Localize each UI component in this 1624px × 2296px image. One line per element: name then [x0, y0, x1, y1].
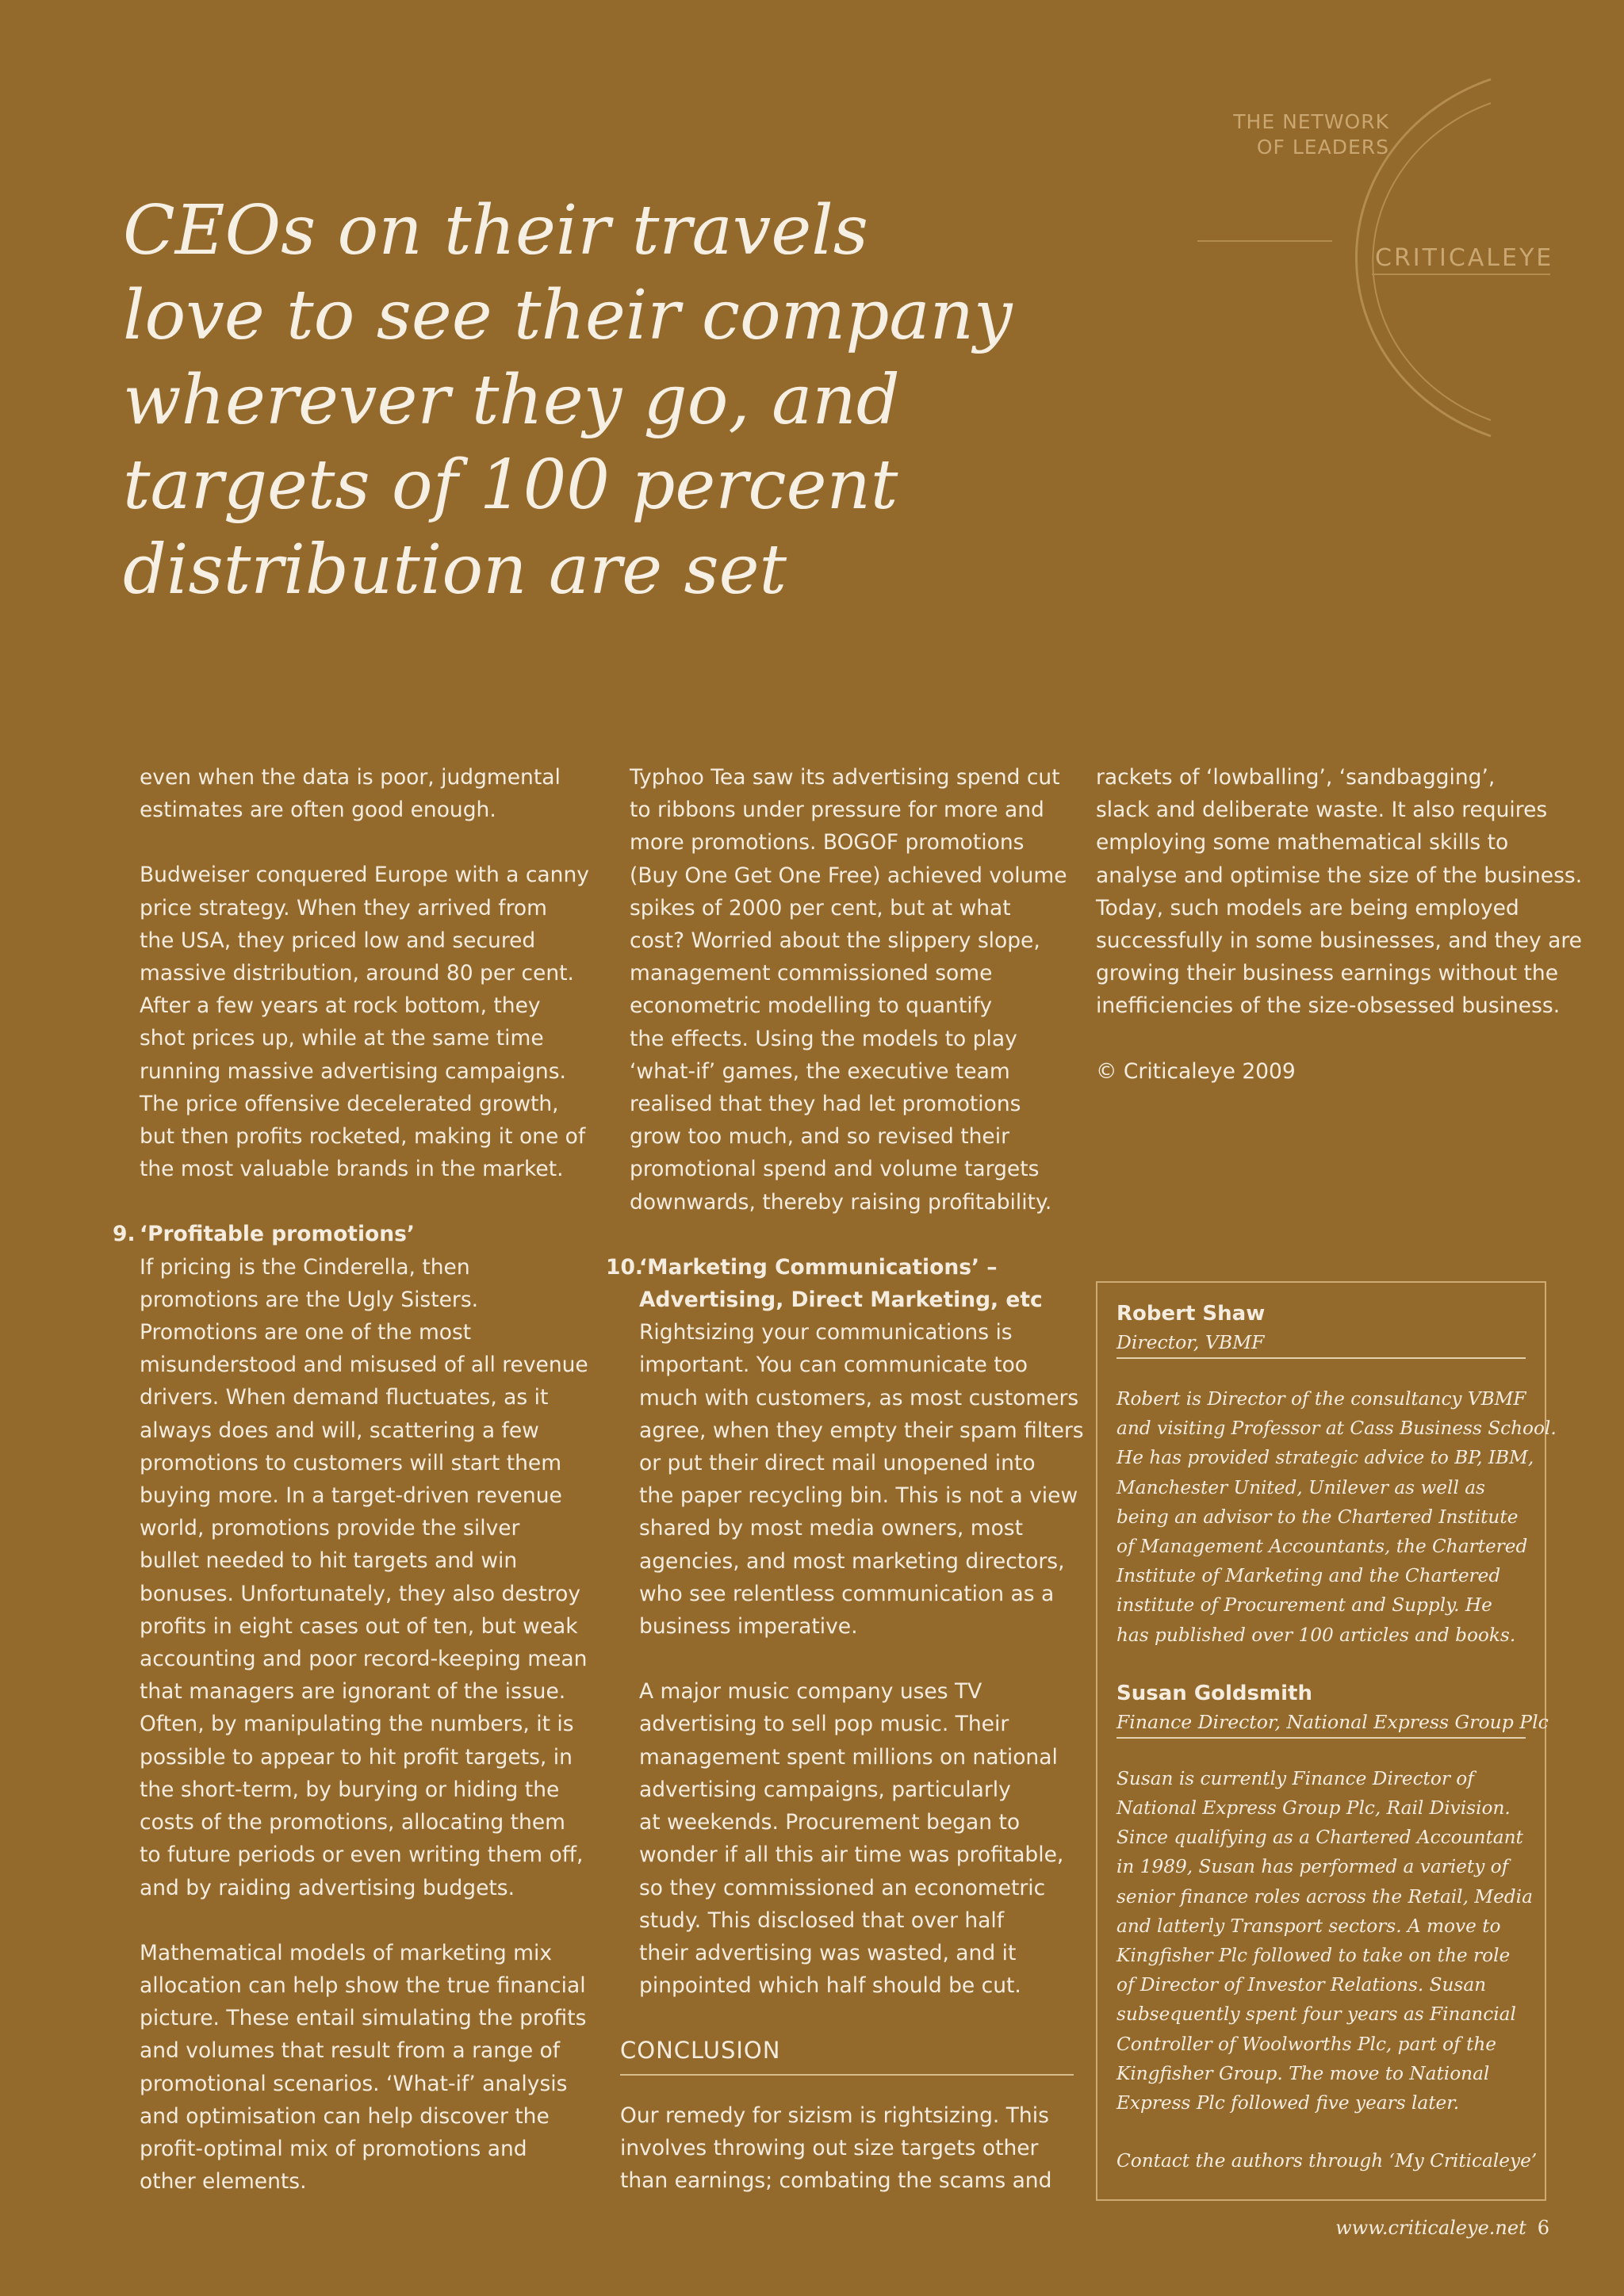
logo-tagline-line: OF LEADERS [1256, 136, 1389, 159]
text-line: at weekends. Procurement began to [639, 1810, 1021, 1835]
section-number: 10. [606, 1254, 643, 1280]
bio-line: Kingfisher Group. The move to National [1116, 2062, 1490, 2084]
bio-line: and visiting Professor at Cass Business School. [1116, 1418, 1557, 1440]
logo-tagline-line: THE NETWORK [1233, 110, 1389, 133]
text-line: analyse and optimise the size of the business. [1096, 863, 1583, 888]
text-line: much with customers, as most customers [639, 1385, 1079, 1410]
text-line: buying more. In a target-driven revenue [140, 1483, 562, 1509]
author-name: Robert Shaw [1116, 1302, 1266, 1326]
text-line: Typhoo Tea saw its advertising spend cut [630, 765, 1060, 790]
paragraph [140, 1937, 587, 2198]
text-line: the short-term, by burying or hiding the [140, 1777, 560, 1802]
text-line: business imperative. [639, 1614, 858, 1640]
column-3 [1096, 761, 1583, 1088]
text-line: other elements. [140, 2169, 307, 2195]
text-line: to future periods or even writing them off, [140, 1843, 584, 1868]
contact-authors-note: Contact the authors through ‘My Criticaleye’ [1116, 2150, 1538, 2172]
conclusion-heading: CONCLUSION [620, 2034, 1074, 2075]
text-line: successfully in some businesses, and they are [1096, 928, 1582, 954]
text-line: their advertising was wasted, and it [639, 1940, 1017, 1965]
text-line: running massive advertising campaigns. [140, 1058, 566, 1084]
column-1 [113, 761, 589, 2230]
text-line: always does and will, scattering a few [140, 1418, 539, 1443]
text-line: employing some mathematical skills to [1096, 830, 1509, 855]
text-line: promotions to customers will start them [140, 1450, 562, 1475]
text-line: and by raiding advertising budgets. [140, 1875, 515, 1900]
bio-line: National Express Group Plc, Rail Division. [1116, 1797, 1511, 1820]
bio-line: Since qualifying as a Chartered Accountant [1116, 1827, 1523, 1849]
bio-line: Express Plc followed five years later. [1116, 2092, 1460, 2114]
text-line: misunderstood and misused of all revenue [140, 1353, 588, 1378]
bio-line: of Director of Investor Relations. Susan [1116, 1974, 1487, 1996]
text-line: important. You can communicate too [639, 1353, 1028, 1378]
text-line: After a few years at rock bottom, they [140, 993, 541, 1019]
text-line: and volumes that result from a range of [140, 2038, 561, 2064]
text-line: (Buy One Get One Free) achieved volume [630, 863, 1067, 888]
text-line: allocation can help show the true financial [140, 1973, 586, 1998]
text-line: slack and deliberate waste. It also requires [1096, 798, 1548, 823]
author-bio [1116, 1384, 1557, 1650]
headline-line: targets of 100 percent [123, 446, 898, 525]
section-heading: ‘Profitable promotions’ [140, 1222, 415, 1247]
text-line: costs of the promotions, allocating them [140, 1810, 565, 1835]
text-line: world, promotions provide the silver [140, 1516, 520, 1541]
text-line: accounting and poor record-keeping mean [140, 1647, 588, 1672]
page-footer [1335, 2217, 1549, 2239]
headline-line: wherever they go, and [123, 361, 900, 440]
text-line: Our remedy for sizism is rightsizing. This [620, 2103, 1049, 2128]
text-line: estimates are often good enough. [140, 798, 496, 823]
text-line: bullet needed to hit targets and win [140, 1548, 518, 1574]
text-line: cost? Worried about the slippery slope, [630, 928, 1040, 954]
text-line: management spent millions on national [639, 1744, 1058, 1770]
text-line: bonuses. Unfortunately, they also destroy [140, 1581, 580, 1606]
text-line: promotional scenarios. ‘What-if’ analysis [140, 2071, 568, 2096]
section-heading: ‘Marketing Communications’ – [639, 1254, 998, 1280]
logo-tagline [1233, 109, 1389, 160]
text-line: agree, when they empty their spam filters [639, 1418, 1084, 1443]
text-line: Today, such models are being employed [1096, 895, 1519, 920]
paragraph [140, 761, 584, 826]
text-line: inefficiencies of the size-obsessed business. [1096, 993, 1561, 1019]
text-line: even when the data is poor, judgmental [140, 765, 561, 790]
section-10 [606, 1251, 1084, 1643]
author-bio [1116, 1764, 1533, 2118]
text-line: who see relentless communication as a [639, 1581, 1055, 1606]
text-line: to ribbons under pressure for more and [630, 798, 1044, 823]
paragraph [639, 1675, 1074, 2002]
bio-line: in 1989, Susan has performed a variety of [1116, 1856, 1509, 1878]
text-line: The price offensive decelerated growth, [140, 1091, 559, 1116]
website-link[interactable]: www.criticaleye.net [1335, 2217, 1526, 2239]
author-bio-box [1096, 1281, 1557, 2201]
bio-line: Robert is Director of the consultancy VBMF [1116, 1388, 1526, 1410]
text-line: shot prices up, while at the same time [140, 1026, 544, 1051]
text-line: shared by most media owners, most [639, 1516, 1024, 1541]
bio-line: Controller of Woolworths Plc, part of the [1116, 2033, 1496, 2055]
paragraph [140, 859, 589, 1185]
bio-line: Susan is currently Finance Director of [1116, 1767, 1474, 1789]
text-line: management commissioned some [630, 961, 993, 986]
bio-line: institute of Procurement and Supply. He [1116, 1594, 1492, 1617]
text-line: profit-optimal mix of promotions and [140, 2136, 527, 2161]
text-line: rackets of ‘lowballing’, ‘sandbagging’, [1096, 765, 1496, 790]
bio-line: being an advisor to the Chartered Institute [1116, 1506, 1519, 1528]
headline-line: love to see their company [123, 276, 1013, 355]
bio-line: and latterly Transport sectors. A move to [1116, 1915, 1501, 1937]
copyright-notice: © Criticaleye 2009 [1096, 1058, 1296, 1084]
logo-wordmark: CRITICALEYE [1375, 244, 1554, 272]
text-line: econometric modelling to quantify [630, 993, 993, 1019]
text-line: massive distribution, around 80 per cent. [140, 961, 574, 986]
text-line: A major music company uses TV [639, 1679, 982, 1705]
paragraph [1096, 761, 1583, 1023]
text-line: agencies, and most marketing directors, [639, 1548, 1065, 1574]
column-2 [606, 761, 1084, 2229]
section-number: 9. [113, 1222, 136, 1247]
text-line: Budweiser conquered Europe with a canny [140, 863, 589, 888]
text-line: Rightsizing your communications is [639, 1320, 1013, 1345]
bio-line: of Management Accountants, the Chartered [1116, 1536, 1528, 1558]
bio-line: subsequently spent four years as Financial [1116, 2003, 1516, 2026]
bio-line: Manchester United, Unilever as well as [1116, 1476, 1485, 1498]
text-line: advertising to sell pop music. Their [639, 1712, 1009, 1737]
text-line: downwards, thereby raising profitability. [630, 1189, 1052, 1215]
headline-line: distribution are set [123, 530, 787, 610]
text-line: growing their business earnings without the [1096, 961, 1559, 986]
text-line: more promotions. BOGOF promotions [630, 830, 1025, 855]
text-line: and optimisation can help discover the [140, 2103, 550, 2129]
text-line: than earnings; combating the scams and [620, 2168, 1052, 2193]
text-line: advertising campaigns, particularly [639, 1777, 1011, 1802]
text-line: promotions are the Ugly Sisters. [140, 1287, 479, 1312]
paragraph [620, 2099, 1074, 2198]
text-line: the effects. Using the models to play [630, 1026, 1017, 1051]
text-line: spikes of 2000 per cent, but at what [630, 895, 1011, 920]
text-line: grow too much, and so revised their [630, 1124, 1009, 1150]
text-line: pinpointed which half should be cut. [639, 1973, 1021, 1999]
text-line: possible to appear to hit profit targets, in [140, 1744, 573, 1770]
author-role: Director, VBMF [1116, 1329, 1526, 1359]
page-number: 6 [1537, 2217, 1549, 2239]
text-line: wonder if all this air time was profitable, [639, 1843, 1064, 1868]
text-line: profits in eight cases out of ten, but weak [140, 1613, 578, 1639]
bio-line: has published over 100 articles and books. [1116, 1624, 1516, 1646]
text-line: Promotions are one of the most [140, 1320, 472, 1345]
text-line: the paper recycling bin. This is not a view [639, 1483, 1078, 1509]
bio-line: He has provided strategic advice to BP, IBM, [1116, 1447, 1534, 1469]
text-line: the most valuable brands in the market. [140, 1157, 564, 1182]
text-line: the USA, they priced low and secured [140, 928, 536, 953]
text-line: so they commissioned an econometric [639, 1875, 1046, 1900]
text-line: price strategy. When they arrived from [140, 895, 547, 920]
author-name: Susan Goldsmith [1116, 1681, 1312, 1705]
bio-line: senior finance roles across the Retail, Media [1116, 1885, 1533, 1908]
text-line: but then profits rocketed, making it one of [140, 1124, 586, 1150]
text-line: Often, by manipulating the numbers, it is [140, 1712, 574, 1737]
bio-line: Institute of Marketing and the Chartered [1116, 1565, 1501, 1587]
section-heading: Advertising, Direct Marketing, etc [639, 1288, 1043, 1313]
headline [123, 189, 1013, 613]
paragraph [630, 761, 1074, 1219]
text-line: picture. These entail simulating the profits [140, 2006, 587, 2031]
bio-line: Kingfisher Plc followed to take on the role [1116, 1945, 1511, 1967]
text-line: involves throwing out size targets other [620, 2135, 1039, 2160]
text-line: ‘what-if’ games, the executive team [630, 1058, 1010, 1084]
text-line: drivers. When demand fluctuates, as it [140, 1385, 549, 1410]
text-line: or put their direct mail unopened into [639, 1451, 1036, 1476]
text-line: realised that they had let promotions [630, 1092, 1021, 1117]
headline-line: CEOs on their travels [123, 191, 868, 270]
section-9 [113, 1218, 588, 1904]
text-line: promotional spend and volume targets [630, 1157, 1040, 1182]
text-line: that managers are ignorant of the issue. [140, 1679, 566, 1705]
author-role: Finance Director, National Express Group Plc [1116, 1709, 1526, 1739]
text-line: study. This disclosed that over half [639, 1908, 1005, 1933]
text-line: If pricing is the Cinderella, then [140, 1254, 470, 1280]
text-line: Mathematical models of marketing mix [140, 1940, 553, 1965]
